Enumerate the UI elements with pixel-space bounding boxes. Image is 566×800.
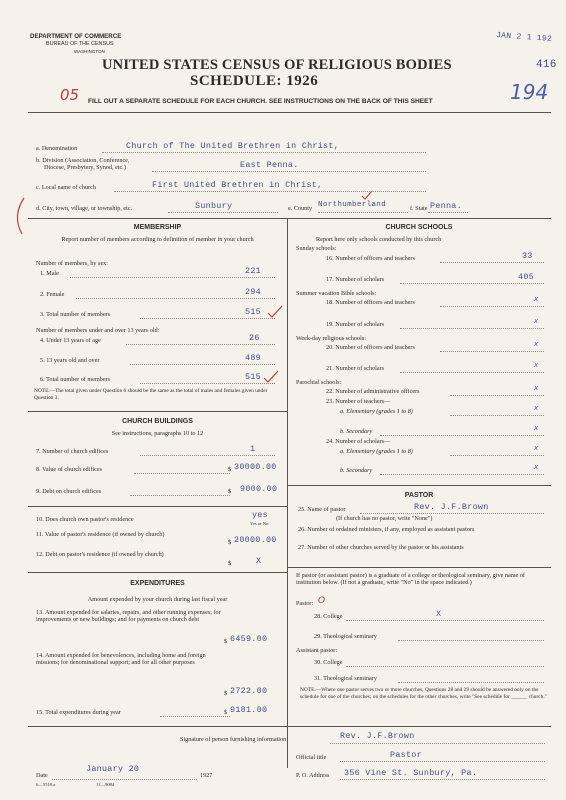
expenditures-subtitle: Amount expended by your church during last fiscal year bbox=[87, 596, 228, 603]
q6-value: 515 bbox=[245, 372, 261, 382]
bureau-city: WASHINGTON bbox=[74, 49, 105, 54]
q7-label: 7. Number of church edifices bbox=[36, 448, 109, 455]
q19-label: 19. Number of scholars bbox=[326, 321, 385, 328]
state-label: f. State bbox=[410, 205, 428, 212]
q18-label: 18. Number of officers and teachers bbox=[326, 299, 415, 306]
q11-dollar: $ bbox=[228, 539, 232, 546]
local-name-label: c. Local name of church bbox=[36, 184, 96, 191]
q21-value: x bbox=[534, 361, 539, 369]
city-label: d. City, town, village, or township, etc. bbox=[36, 205, 133, 212]
q17-label: 17. Number of scholars bbox=[326, 276, 385, 283]
city-value: Sunbury bbox=[195, 201, 233, 211]
q11-value: 20000.00 bbox=[234, 535, 277, 545]
q3-value: 515 bbox=[245, 307, 261, 317]
county-value: Northumberland bbox=[318, 201, 386, 209]
form-title: UNITED STATES CENSUS OF RELIGIOUS BODIES bbox=[102, 57, 452, 73]
q12-dollar: $ bbox=[228, 560, 232, 567]
q20-label: 20. Number of officers and teachers bbox=[326, 344, 415, 351]
buildings-title: CHURCH BUILDINGS bbox=[122, 418, 193, 425]
vbs-label: Summer vacation Bible schools: bbox=[296, 290, 377, 297]
date-year: 1927 bbox=[200, 772, 213, 779]
q14-value: 2722.00 bbox=[230, 686, 268, 696]
q24a-value: x bbox=[534, 444, 539, 452]
q4-value: 26 bbox=[249, 333, 260, 343]
received-stamp-date: JAN 2 1 192 bbox=[495, 31, 553, 44]
q9-dollar: $ bbox=[228, 488, 232, 495]
q15-label: 15. Total expenditures during year bbox=[36, 709, 121, 716]
pastor-title: PASTOR bbox=[404, 492, 434, 499]
q10-value: yes bbox=[252, 510, 268, 520]
date-value: January 20 bbox=[86, 764, 140, 774]
q17-value: 405 bbox=[518, 272, 534, 282]
q26-label: 26. Number of ordained ministers, if any, employed as assistant pastors bbox=[298, 526, 475, 533]
q13-dollar: $ bbox=[224, 638, 228, 645]
po-address-label: P. O. Address bbox=[296, 772, 330, 779]
schedule-title: SCHEDULE: 1926 bbox=[190, 73, 319, 89]
date-label: Date bbox=[36, 772, 48, 779]
red-checkmark-icon bbox=[262, 369, 280, 385]
handwritten-number: 194 bbox=[510, 80, 549, 104]
q2-value: 294 bbox=[245, 287, 261, 297]
q10-label: 10. Does church own pastor's residence bbox=[36, 516, 134, 523]
po-address-value: 356 Vine St. Sunbury, Pa. bbox=[344, 768, 478, 778]
q16-label: 16. Number of officers and teachers bbox=[326, 255, 415, 262]
red-checkmark-icon bbox=[266, 304, 284, 320]
division-label: b. Division (Association, Conference, bbox=[36, 157, 130, 164]
q25-value: Rev. J.F.Brown bbox=[414, 502, 489, 512]
q12-value: X bbox=[256, 556, 262, 566]
q9-value: 9000.00 bbox=[240, 484, 278, 494]
q1-label: 1. Male bbox=[40, 270, 59, 277]
q1-value: 221 bbox=[245, 266, 261, 276]
division-label-2: Diocese, Presbytery, Synod, etc.) bbox=[44, 164, 126, 171]
schools-subtitle: Report here only schools conducted by this church bbox=[316, 236, 442, 243]
form-code-2: 11—9084 bbox=[96, 782, 115, 787]
sunday-schools-label: Sunday schools: bbox=[296, 245, 337, 252]
q23a-label: a. Elementary (grades 1 to 8) bbox=[340, 408, 413, 415]
q14-label: 14. Amount expended for benevolences, including home and foreign missions; for denominational support; and for all other purposes bbox=[36, 652, 206, 666]
q16-value: 33 bbox=[522, 251, 533, 261]
q15-dollar: $ bbox=[224, 709, 228, 716]
official-title-label: Official title bbox=[296, 754, 327, 761]
signature-value: Rev. J.F.Brown bbox=[340, 731, 415, 741]
denomination-value: Church of The United Brethren in Christ, bbox=[126, 141, 340, 151]
q14-dollar: $ bbox=[224, 690, 228, 697]
pastor-red-mark: O bbox=[318, 596, 326, 606]
denomination-label: a. Denomination bbox=[36, 145, 78, 152]
parochial-schools-label: Parochial schools: bbox=[296, 379, 342, 386]
q25-label: 25. Name of pastor bbox=[298, 506, 346, 513]
graduate-instruction: If pastor (or assistant pastor) is a graduate of a college or theological seminary, give name of institution below. (If not a graduate, write "No" in the space indicated.) bbox=[296, 572, 525, 586]
official-title-value: Pastor bbox=[390, 750, 422, 760]
bureau-name: BUREAU OF THE CENSUS bbox=[46, 41, 114, 47]
q18-value: x bbox=[534, 295, 539, 303]
header-rule bbox=[28, 112, 551, 113]
q27-label: 27. Number of other churches served by the pastor or his assistants bbox=[298, 544, 464, 551]
q20-value: x bbox=[534, 340, 539, 348]
pastor-note: NOTE.—Where one pastor serves two or more churches, Questions 28 and 29 should be answered only on the schedule for one of the churches; on the schedules for the other churches, write "See schedule for ______ church." bbox=[300, 687, 547, 700]
q21-label: 21. Number of scholars bbox=[326, 365, 385, 372]
q7-value: 1 bbox=[250, 444, 256, 454]
form-code: 6—5518 a bbox=[36, 782, 56, 787]
q23b-value: x bbox=[534, 424, 539, 432]
assistant-pastor-subheading: Assistant pastor: bbox=[296, 647, 338, 654]
q6-label: 6. Total number of members bbox=[40, 376, 111, 383]
expenditures-title: EXPENDITURES bbox=[130, 580, 185, 587]
local-name-value: First United Brethren in Christ, bbox=[152, 180, 323, 190]
state-value: Penna. bbox=[430, 201, 462, 211]
q8-label: 8. Value of church edifices bbox=[36, 466, 103, 473]
yes-no-hint: Yes or No bbox=[250, 521, 269, 526]
pastor-subheading: Pastor: bbox=[296, 600, 314, 607]
department-name: DEPARTMENT OF COMMERCE bbox=[30, 33, 122, 40]
weekday-schools-label: Week-day religious schools: bbox=[296, 335, 366, 342]
q9-label: 9. Debt on church edifices bbox=[36, 488, 102, 495]
q28-label: 28. College bbox=[314, 613, 343, 620]
q3-label: 3. Total number of members bbox=[40, 311, 111, 318]
age-group-label: Number of members under and over 13 years old: bbox=[36, 327, 160, 334]
q13-value: 6459.00 bbox=[230, 634, 268, 644]
q25-hint: (If church has no pastor, write "None") bbox=[336, 515, 433, 522]
q11-label: 11. Value of pastor's residence (if owned by church) bbox=[36, 531, 165, 538]
members-by-sex-label: Number of members, by sex: bbox=[36, 260, 108, 267]
q24b-value: x bbox=[534, 463, 539, 471]
membership-subtitle: Report number of members according to definition of member in your church bbox=[61, 236, 254, 243]
q22-value: x bbox=[534, 384, 539, 392]
q28-value: X bbox=[436, 609, 442, 619]
red-handwritten-number: 05 bbox=[60, 86, 80, 104]
q24a-label: a. Elementary (grades 1 to 8) bbox=[340, 448, 413, 455]
q8-dollar: $ bbox=[228, 466, 232, 473]
red-checkmark-icon bbox=[360, 189, 374, 201]
q24b-label: b. Secondary bbox=[340, 467, 373, 474]
corner-number: 416 bbox=[536, 59, 557, 71]
signature-label: Signature of person furnishing information bbox=[180, 736, 287, 743]
buildings-subtitle: See instructions, paragraphs 10 to 12 bbox=[111, 430, 204, 437]
membership-title: MEMBERSHIP bbox=[133, 224, 182, 231]
q13-label: 13. Amount expended for salaries, repairs, and other running expenses; for improvements or new buildings; and for payments on church debt bbox=[36, 609, 221, 623]
q23b-label: b. Secondary bbox=[340, 428, 373, 435]
q23-label: 23. Number of teachers— bbox=[326, 398, 391, 405]
q4-label: 4. Under 13 years of age bbox=[40, 337, 101, 344]
q30-label: 30. College bbox=[314, 659, 343, 666]
q22-label: 22. Number of administrative officers bbox=[326, 388, 420, 395]
q15-value: 9181.00 bbox=[230, 705, 268, 715]
q5-value: 489 bbox=[245, 353, 261, 363]
division-value: East Penna. bbox=[240, 160, 299, 170]
schools-title: CHURCH SCHOOLS bbox=[385, 224, 453, 231]
q24-label: 24. Number of scholars— bbox=[326, 438, 391, 445]
q23a-value: x bbox=[534, 404, 539, 412]
q8-value: 30000.00 bbox=[234, 462, 277, 472]
q29-label: 29. Theological seminary bbox=[314, 633, 377, 640]
q2-label: 2. Female bbox=[40, 291, 65, 298]
q19-value: x bbox=[534, 317, 539, 325]
q5-label: 5. 13 years old and over bbox=[40, 357, 100, 364]
q12-label: 12. Debt on pastor's residence (if owned by church) bbox=[36, 551, 164, 558]
form-instruction: FILL OUT A SEPARATE SCHEDULE FOR EACH CHURCH. SEE INSTRUCTIONS ON THE BACK OF THIS SHEET bbox=[88, 98, 433, 105]
county-label: e. County bbox=[288, 205, 313, 212]
q31-label: 31. Theological seminary bbox=[314, 675, 377, 682]
membership-note: NOTE.—The total given under Question 6 should be the same as the total of males and females given under Question 3. bbox=[34, 388, 268, 401]
red-bracket-mark-icon bbox=[6, 196, 28, 236]
